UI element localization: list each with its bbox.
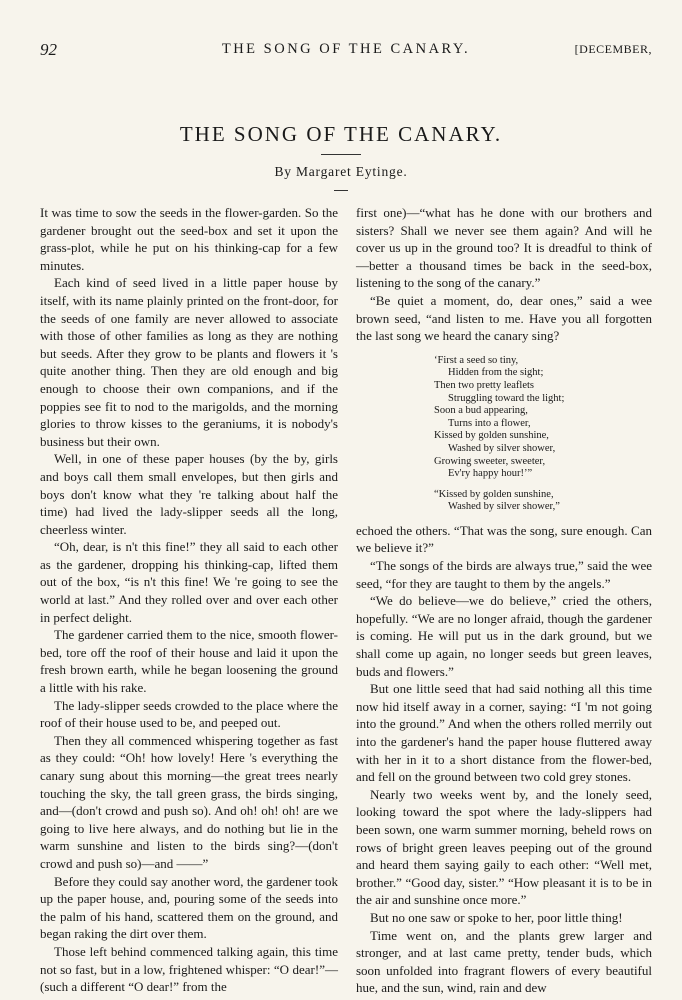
paragraph: Then they all commenced whispering together as fast as they could: “Oh! how lovely! Here 's everything the canary sung about this morning—the great trees nearly touching the sky, the tall green grass, the birds singing, and—(don't crowd and push so). And oh! oh! oh! are we going to live here always, and do nothing but lie in the warm sunshine and listen to the birds sing?—(don't crowd and push so)—and ——” — [40, 732, 338, 871]
article-title: THE SONG OF THE CANARY. — [179, 122, 503, 146]
left-column — [40, 204, 338, 996]
right-column — [356, 204, 652, 997]
paragraph: “We do believe—we do believe,” cried the others, hopefully. “We are no longer afraid, though the gardener is coming. He will put us in the dark ground, but we shall come up again, no longer seeds but green leaves, buds and flowers.” — [356, 593, 652, 679]
poem-line: ‘First a seed so tiny, — [434, 354, 519, 366]
paragraph: But no one saw or spoke to her, poor little thing! — [370, 909, 623, 925]
article-byline: By Margaret Eytinge. — [274, 164, 408, 179]
paragraph: The lady-slipper seeds crowded to the place where the roof of their house used to be, and peeped out. — [40, 697, 338, 731]
paragraph: “Be quiet a moment, do, dear ones,” said a wee brown seed, “and listen to me. Have you all forgotten the last song we heard the canary sing? — [356, 292, 652, 344]
poem-line: “Kissed by golden sunshine, — [434, 488, 554, 500]
paragraph: “Oh, dear, is n't this fine!” they all said to each other as the gardener, dropping his thinking-cap, lifted them out of the box, “is n't this fine! We 're going to see the world at last.” And they rolled over and over each other in perfect delight. — [40, 539, 338, 625]
poem-line: Ev'ry happy hour!’” — [448, 468, 533, 480]
poem-line: Soon a bud appearing, — [434, 405, 528, 417]
paragraph: “The songs of the birds are always true,” said the wee seed, “for they are taught to them by the angels.” — [356, 558, 652, 591]
poem-line: Struggling toward the light; — [448, 392, 565, 404]
poem-line: Hidden from the sight; — [448, 367, 544, 379]
poem-line: Growing sweeter, sweeter, — [434, 455, 546, 467]
paragraph: Each kind of seed lived in a little paper house by itself, with its name plainly printed on the front-door, for the seeds of one family are never allowed to associate with those of other families as long as they are nothing but seeds. After they grow to be plants and flowers it 's quite another thing. Then they are old enough and big enough to choose their own companions, and if the poppies see fit to nod to the marigolds, and the morning glories to throw kisses to the geraniums, it is nobody's business but their own. — [40, 275, 338, 449]
running-title: THE SONG OF THE CANARY. — [221, 41, 471, 57]
poem-line: Washed by silver shower, — [448, 442, 556, 454]
poem-line: Kissed by golden sunshine, — [434, 430, 549, 442]
page-header — [40, 40, 652, 62]
paragraph: Well, in one of these paper houses (by the by, girls and boys call them small envelopes, but then girls and boys don't know what they 're talking about half the time) had lived the lady-slipper seeds all the long, cheerless winter. — [40, 451, 338, 537]
poem-line: Washed by silver shower,” — [448, 501, 560, 513]
paragraph: Time went on, and the plants grew larger and stronger, and at last came pretty, tender buds, which soon unfolded into fragrant flowers of every beautiful hue, and the sun, wind, rain and dew — [356, 927, 652, 996]
paragraph: It was time to sow the seeds in the flower-garden. So the gardener brought out the seed-box and set it upon the grass-plot, while he put on his thinking-cap for a few minutes. — [40, 205, 338, 273]
paragraph: Those left behind commenced talking again, this time not so fast, but in a low, frightened whisper: “O dear!”—(such a different “O dear!” from the — [40, 943, 338, 995]
poem-line: Turns into a flower, — [448, 417, 531, 429]
page-number: 92 — [40, 40, 57, 59]
paragraph: first one)—“what has he done with our brothers and sisters? Shall we never see them again? And will he cover us up in the ground too? It is dreadful to think of—better a thousand times be back in the seed-box, listening to the song of the canary.” — [356, 205, 652, 291]
paragraph: Before they could say another word, the gardener took up the paper house, and, pouring some of the seeds into the palm of his hand, scattered them on the ground, and began raking the dirt over them. — [40, 873, 338, 942]
paragraph: The gardener carried them to the nice, smooth flower-bed, tore off the roof of their house and laid it upon the fresh brown earth, while he began loosening the ground a little with his rake. — [40, 627, 338, 696]
paragraph: But one little seed that had said nothing all this time now hid itself away in a corner, saying: “I 'm not going into the ground.” And when the others rolled merrily out into the gardener's hand the paper house fluttered away with her in it to a short distance from the flower-bed, and fell on the ground between two cold grey stones. — [356, 681, 652, 785]
poem-verse — [434, 355, 652, 514]
poem-line: Then two pretty leaflets — [434, 379, 535, 391]
paragraph: Nearly two weeks went by, and the lonely seed, looking toward the spot where the lady-slippers had been sown, one warm summer morning, beheld rows on rows of bright green leaves peeping out of the ground and heard them saying gaily to each other: “Well met, brother.” “Good day, sister.” “How pleasant it is to be in the air and sunshine once more.” — [356, 786, 652, 908]
byline-rule — [334, 190, 348, 191]
paragraph: echoed the others. “That was the song, sure enough. Can we believe it?” — [356, 522, 652, 556]
title-rule — [321, 154, 361, 155]
issue-month: [DECEMBER, — [574, 42, 652, 56]
